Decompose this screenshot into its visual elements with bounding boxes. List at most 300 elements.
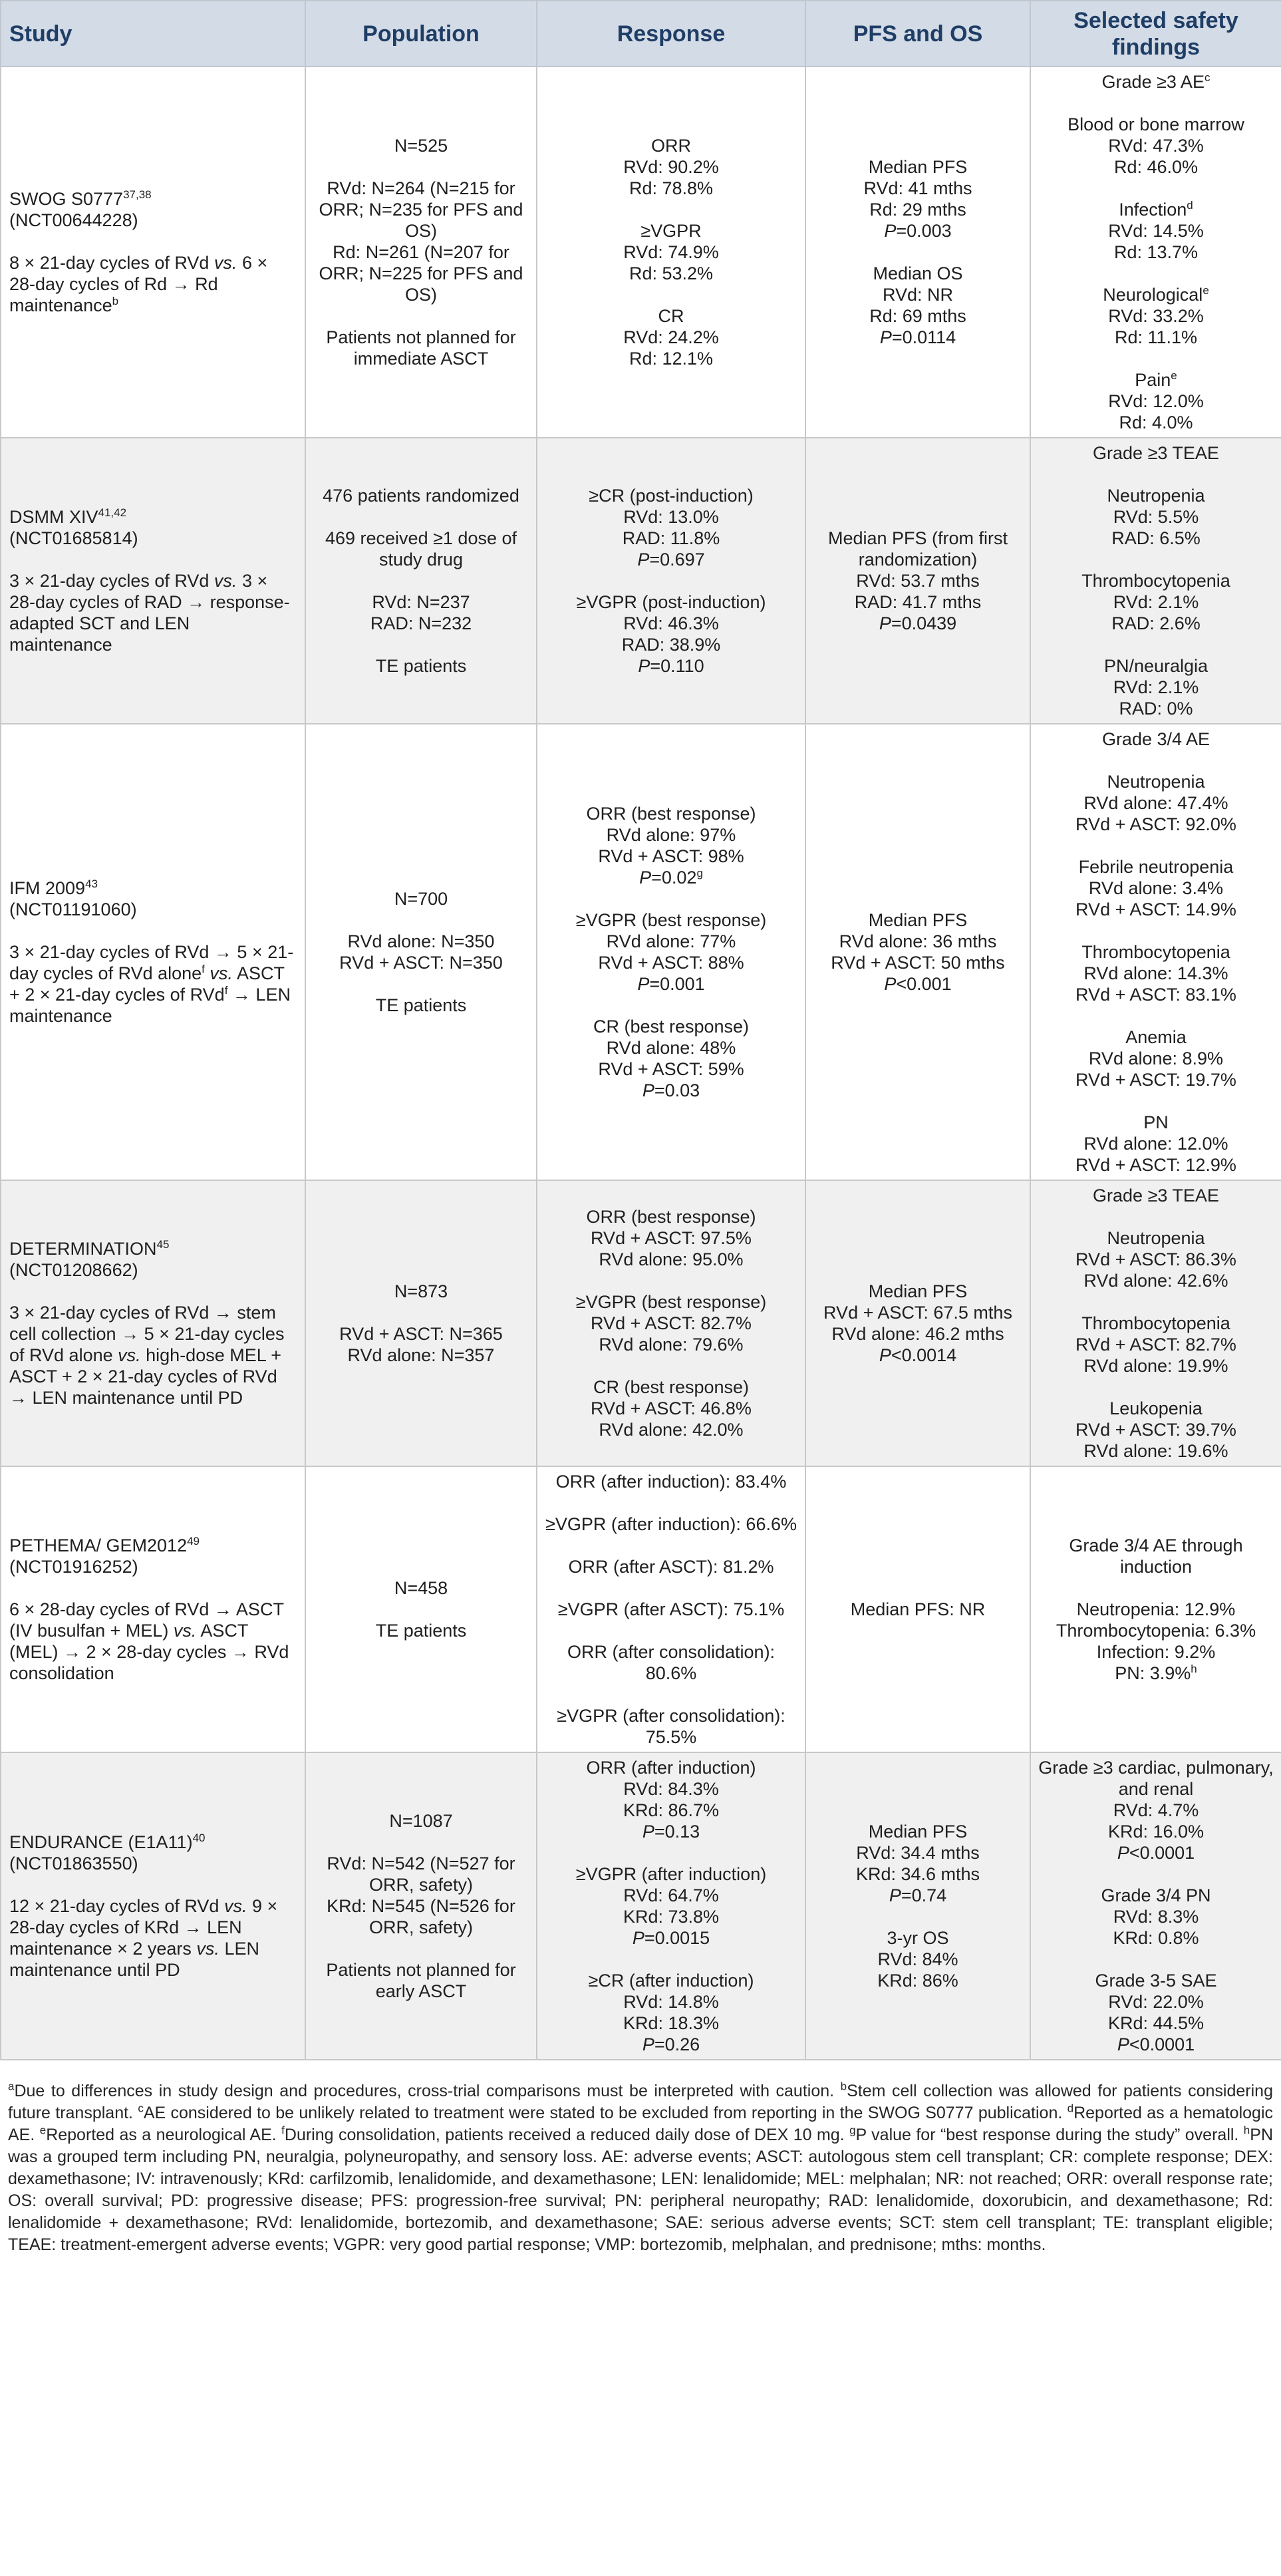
pfs-os-line: Median PFS (from first randomization) xyxy=(827,528,1008,569)
safety-cell xyxy=(1030,1752,1281,2060)
safety-line: Rd: 13.7% xyxy=(1113,242,1199,262)
safety-line: Neutropenia xyxy=(1107,1228,1205,1248)
safety-line: RVd + ASCT: 12.9% xyxy=(1075,1155,1236,1175)
study-design: 8 × 21-day cycles of RVd vs. 6 × 28-day cycles of Rd → Rd maintenance$^b$ xyxy=(9,253,268,315)
safety-line: RVd alone: 42.6% xyxy=(1083,1271,1228,1291)
population-group xyxy=(311,327,531,369)
safety-line: RVd: 33.2% xyxy=(1108,306,1204,326)
study-name: ENDURANCE $(E1A11)^{40}$ xyxy=(9,1832,206,1852)
study-nct: (NCT01208662) xyxy=(9,1260,138,1280)
study-nct: (NCT01916252) xyxy=(9,1557,138,1577)
safety-line: RVd alone: 14.3% xyxy=(1083,963,1228,983)
safety-group xyxy=(1036,1970,1276,2055)
response-group xyxy=(543,220,799,284)
pfs-os-group xyxy=(811,263,1024,348)
safety-line: Rd: 11.1% xyxy=(1114,327,1198,347)
response-line: CR (best response) xyxy=(593,1377,750,1397)
response-cell xyxy=(537,1752,805,2060)
response-line: KRd: 86.7% xyxy=(623,1800,720,1820)
safety-line: RVd alone: 19.9% xyxy=(1083,1356,1228,1376)
safety-line: Neutropenia xyxy=(1107,486,1205,506)
response-group xyxy=(543,1599,799,1620)
response-line: RVd: 46.3% xyxy=(623,613,719,633)
safety-group xyxy=(1036,655,1276,719)
safety-line: RVd: 22.0% xyxy=(1108,1992,1204,2012)
response-line: RVd alone: 48% xyxy=(606,1038,736,1058)
safety-line: Grade ≥3 $AE^c$ xyxy=(1101,71,1210,92)
footnote-text: $^a$Due to differences in study design and procedures, cross-trial comparisons must be interpreted with caution. $^b$Stem cell collection was allowed for patients considering future transplant. $^c$AE considered to be unlikely related to treatment were stated to be excluded from reporting in the SWOG S0777 publication. $^d$Reported as a hematologic AE. $^e$Reported as a neurological AE. $^f$During consolidation, patients received a reduced daily dose of DEX 10 mg. $^g$P value for “best response during the study” overall. $^h$PN was a grouped term including PN, neuralgia, polyneuropathy, and sensory loss. AE: adverse events; ASCT: autologous stem cell transplant; CR: complete response; DEX: dexamethasone; IV: intravenously; KRd: carfilzomib, lenalidomide, and dexamethasone; LEN: lenalidomide; MEL: melphalan; NR: not reached; ORR: overall response rate; OS: overall survival; PD: progressive disease; PFS: progression-free survival; PN: peripheral neuropathy; RAD: lenalidomide, doxorubicin, and dexamethasone; Rd: lenalidomide + dexamethasone; RVd: lenalidomide, bortezomib, and dexamethasone; SAE: serious adverse events; SCT: stem cell transplant; TE: transplant eligible; TEAE: treatment-emergent adverse events; VGPR: very good partial response; VMP: bortezomib, melphalan, and prednisone; mths: months. xyxy=(8,2080,1274,2254)
safety-line: Blood or bone marrow xyxy=(1068,114,1244,134)
safety-group xyxy=(1036,442,1276,464)
response-line: RVd: 24.2% xyxy=(623,327,719,347)
pfs-os-group xyxy=(811,528,1024,634)
response-line: CR (best response) xyxy=(593,1017,750,1037)
pfs-os-line: RVd + ASCT: 67.5 mths xyxy=(823,1303,1012,1323)
study-name: PETHEMA/ GEM2012$^{49}$ xyxy=(9,1535,200,1555)
study-cell xyxy=(1,1752,305,2060)
study-cell xyxy=(1,438,305,724)
population-line: RVd alone: N=350 xyxy=(347,931,495,951)
safety-line: Anemia xyxy=(1125,1027,1187,1047)
safety-group xyxy=(1036,485,1276,549)
study-ref: 41,42 xyxy=(98,506,127,519)
population-line: Patients not planned for immediate ASCT xyxy=(326,327,516,369)
population-line: TE patients xyxy=(375,995,467,1015)
study-name: DSMM XIV$^{41,42}$ xyxy=(9,506,127,527)
pfs-os-group xyxy=(811,156,1024,242)
response-line: ORR (best response) xyxy=(586,804,756,824)
response-line: KRd: 18.3% xyxy=(623,2013,720,2033)
safety-group xyxy=(1036,199,1276,263)
population-cell xyxy=(305,1180,537,1466)
safety-line: Rd: 46.0% xyxy=(1113,157,1199,177)
response-line: Rd: 78.8% xyxy=(629,178,714,198)
response-group xyxy=(543,305,799,369)
pfs-os-cell xyxy=(805,1180,1030,1466)
pfs-os-line: Median PFS xyxy=(868,910,968,930)
population-group xyxy=(311,178,531,305)
safety-line: RVd + ASCT: 39.7% xyxy=(1075,1420,1236,1440)
safety-line: PN/neuralgia xyxy=(1103,656,1209,676)
response-line: ORR (after ASCT): 81.2% xyxy=(568,1557,774,1577)
pfs-os-group xyxy=(811,1927,1024,1991)
response-group xyxy=(543,135,799,199)
response-line: RAD: 11.8% xyxy=(622,528,720,548)
safety-group xyxy=(1036,728,1276,750)
population-line: N=458 xyxy=(394,1578,448,1598)
response-line: RVd + ASCT: 59% xyxy=(598,1059,744,1079)
population-group xyxy=(311,1959,531,2002)
response-line: ≥VGPR xyxy=(640,221,702,241)
study-ref: 43 xyxy=(85,878,98,890)
study-design: 3 × 21-day cycles of RVd vs. 3 × 28-day cycles of RAD → response-adapted SCT and LEN maintenance xyxy=(9,571,290,655)
population-line: N=700 xyxy=(394,889,448,909)
response-group xyxy=(543,1970,799,2055)
response-line: Rd: 12.1% xyxy=(629,349,714,369)
safety-line: RVd + ASCT: 19.7% xyxy=(1075,1070,1236,1090)
safety-group xyxy=(1036,941,1276,1005)
safety-line: P<0.0001 xyxy=(1117,1843,1195,1863)
response-line: ORR xyxy=(651,136,691,156)
response-line: ORR (best response) xyxy=(586,1207,756,1227)
response-cell xyxy=(537,724,805,1180)
study-cell xyxy=(1,67,305,438)
population-cell xyxy=(305,67,537,438)
response-line: RVd alone: 42.0% xyxy=(599,1420,744,1440)
safety-line: RVd alone: 8.9% xyxy=(1088,1048,1224,1068)
response-group xyxy=(543,1556,799,1577)
footnotes xyxy=(0,2060,1281,2256)
safety-line: Grade ≥3 TEAE xyxy=(1093,1186,1219,1206)
safety-line: Grade 3/4 AE through induction xyxy=(1069,1535,1243,1577)
response-line: P=0.0015 xyxy=(632,1928,710,1948)
response-line: Rd: 53.2% xyxy=(629,263,714,283)
safety-line: KRd: 16.0% xyxy=(1107,1822,1205,1842)
population-line: RAD: N=232 xyxy=(370,613,472,633)
response-line: ≥CR (post-induction) xyxy=(589,486,754,506)
safety-line: Infection$^d$ xyxy=(1119,199,1193,220)
pfs-os-cell xyxy=(805,724,1030,1180)
response-line: RVd + ASCT: 97.5% xyxy=(591,1228,752,1248)
safety-group xyxy=(1036,114,1276,178)
pfs-os-line: 3-yr OS xyxy=(887,1928,949,1948)
response-line: ≥VGPR (after induction): 66.6% xyxy=(545,1514,797,1534)
safety-cell xyxy=(1030,1180,1281,1466)
pfs-os-line: RVd alone: 46.2 mths xyxy=(831,1324,1004,1344)
safety-line: Grade 3-5 SAE xyxy=(1095,1971,1217,1991)
population-group xyxy=(311,888,531,909)
response-group xyxy=(543,909,799,995)
population-cell xyxy=(305,1466,537,1752)
safety-group xyxy=(1036,1535,1276,1577)
safety-group xyxy=(1036,71,1276,92)
table-row xyxy=(1,1180,1281,1466)
header-study: Study xyxy=(1,1,305,67)
response-line: RVd + ASCT: 98% xyxy=(598,846,744,866)
safety-line: Infection: 9.2% xyxy=(1096,1642,1216,1662)
safety-group xyxy=(1036,1313,1276,1376)
pfs-os-line: RVd: 84% xyxy=(877,1949,958,1969)
pfs-os-line: P=0.74 xyxy=(889,1885,947,1905)
population-line: TE patients xyxy=(375,656,467,676)
table-row xyxy=(1,724,1281,1180)
safety-line: RVd + ASCT: 86.3% xyxy=(1075,1249,1236,1269)
study-ref: 40 xyxy=(192,1832,206,1844)
safety-group xyxy=(1036,856,1276,920)
pfs-os-cell xyxy=(805,1752,1030,2060)
response-line: KRd: 73.8% xyxy=(623,1907,720,1927)
population-cell xyxy=(305,1752,537,2060)
safety-line: Febrile neutropenia xyxy=(1078,857,1234,877)
pfs-os-group xyxy=(811,1281,1024,1366)
response-line: RVd + ASCT: 88% xyxy=(598,953,744,973)
response-line: RVd: 13.0% xyxy=(623,507,719,527)
response-group xyxy=(543,1376,799,1440)
pfs-os-line: Median PFS xyxy=(868,1822,968,1842)
safety-line: KRd: 44.5% xyxy=(1107,2013,1205,2033)
response-group xyxy=(543,803,799,888)
population-group xyxy=(311,1577,531,1599)
response-line: ≥VGPR (after ASCT): 75.1% xyxy=(557,1599,785,1619)
safety-group xyxy=(1036,1599,1276,1684)
population-group xyxy=(311,1323,531,1366)
safety-line: Rd: 4.0% xyxy=(1119,412,1193,432)
safety-line: Grade 3/4 PN xyxy=(1101,1885,1211,1905)
safety-line: Thrombocytopenia: 6.3% xyxy=(1056,1621,1256,1641)
population-line: N=873 xyxy=(394,1281,448,1301)
response-group xyxy=(543,1641,799,1684)
safety-cell xyxy=(1030,438,1281,724)
pfs-os-line: P=0.003 xyxy=(884,221,952,241)
population-line: RVd + ASCT: N=365 xyxy=(339,1324,503,1344)
safety-line: RAD: 6.5% xyxy=(1111,528,1201,548)
safety-line: PN xyxy=(1143,1112,1169,1132)
response-line: RVd alone: 97% xyxy=(606,825,736,845)
population-line: Rd: N=261 (N=207 for ORR; N=225 for PFS and OS) xyxy=(319,242,523,305)
population-group xyxy=(311,485,531,506)
response-line: RVd: 84.3% xyxy=(623,1779,719,1799)
population-line: RVd: N=542 (N=527 for ORR, safety) xyxy=(327,1853,515,1895)
study-name: SWOG S0777$^{37,38}$ xyxy=(9,188,152,209)
response-line: ≥VGPR (best response) xyxy=(575,910,767,930)
pfs-os-line: RVd: 41 mths xyxy=(863,178,972,198)
study-cell xyxy=(1,1180,305,1466)
response-line: ≥VGPR (post-induction) xyxy=(576,592,766,612)
population-group xyxy=(311,135,531,156)
safety-line: Pain$^e$ xyxy=(1135,369,1177,390)
response-cell xyxy=(537,1180,805,1466)
table-row xyxy=(1,1466,1281,1752)
response-group xyxy=(543,1863,799,1949)
header-pfs-os: PFS and OS xyxy=(805,1,1030,67)
safety-group xyxy=(1036,1885,1276,1949)
safety-cell xyxy=(1030,67,1281,438)
pfs-os-line: RVd: 53.7 mths xyxy=(856,571,980,591)
population-group xyxy=(311,931,531,973)
header-response: Response xyxy=(537,1,805,67)
response-line: ≥VGPR (after consolidation): 75.5% xyxy=(557,1706,785,1747)
safety-line: RVd: 47.3% xyxy=(1108,136,1204,156)
response-line: RVd: 74.9% xyxy=(623,242,719,262)
response-line: P=0.03 xyxy=(642,1080,700,1100)
pfs-os-line: RVd: NR xyxy=(882,285,954,305)
response-line: P=0.001 xyxy=(637,974,705,994)
pfs-os-line: RVd: 34.4 mths xyxy=(856,1843,980,1863)
study-cell xyxy=(1,724,305,1180)
population-line: TE patients xyxy=(375,1621,467,1641)
pfs-os-group xyxy=(811,1821,1024,1906)
study-name: IFM 2009$^{43}$ xyxy=(9,878,98,898)
safety-line: PN: 3.9%$^h$ xyxy=(1115,1663,1197,1683)
study-nct: (NCT01863550) xyxy=(9,1853,138,1873)
pfs-os-line: RVd alone: 36 mths xyxy=(839,931,997,951)
response-group xyxy=(543,1757,799,1842)
population-group xyxy=(311,1620,531,1641)
pfs-os-line: Median PFS xyxy=(868,1281,968,1301)
study-ref: 45 xyxy=(156,1238,170,1251)
safety-line: Thrombocytopenia xyxy=(1081,942,1230,962)
response-line: RVd + ASCT: 46.8% xyxy=(591,1398,752,1418)
population-line: N=525 xyxy=(394,136,448,156)
study-cell xyxy=(1,1466,305,1752)
safety-group xyxy=(1036,1227,1276,1291)
response-cell xyxy=(537,1466,805,1752)
safety-line: KRd: 0.8% xyxy=(1113,1928,1199,1948)
pfs-os-line: Median OS xyxy=(873,263,963,283)
pfs-os-cell xyxy=(805,67,1030,438)
header-row xyxy=(1,1,1281,67)
safety-group xyxy=(1036,1398,1276,1462)
safety-line: Grade ≥3 cardiac, pulmonary, and renal xyxy=(1038,1758,1274,1799)
safety-group xyxy=(1036,771,1276,835)
response-group xyxy=(543,591,799,677)
safety-line: RVd alone: 19.6% xyxy=(1083,1441,1228,1461)
safety-line: RVd: 8.3% xyxy=(1113,1907,1199,1927)
response-line: RVd: 14.8% xyxy=(623,1992,719,2012)
population-line: RVd + ASCT: N=350 xyxy=(339,953,503,973)
population-line: 469 received ≥1 dose of study drug xyxy=(325,528,517,569)
pfs-os-line: KRd: 86% xyxy=(877,1971,958,1991)
response-line: RVd: 64.7% xyxy=(623,1885,719,1905)
response-group xyxy=(543,1471,799,1492)
safety-line: RVd + ASCT: 92.0% xyxy=(1075,814,1236,834)
response-line: ≥VGPR (best response) xyxy=(575,1292,767,1312)
response-line: P=0.110 xyxy=(638,656,704,676)
table-row xyxy=(1,1752,1281,2060)
population-group xyxy=(311,995,531,1016)
study-nct: (NCT00644228) xyxy=(9,210,138,230)
response-line: ORR (after induction): 83.4% xyxy=(555,1472,787,1492)
safety-line: RVd: 5.5% xyxy=(1113,507,1199,527)
study-ref: 49 xyxy=(187,1535,200,1547)
study-name: DETERMINATION$^{45}$ xyxy=(9,1238,170,1259)
safety-line: Thrombocytopenia xyxy=(1081,1313,1230,1333)
safety-group xyxy=(1036,570,1276,634)
population-line: Patients not planned for early ASCT xyxy=(326,1960,516,2001)
response-line: ORR (after consolidation): 80.6% xyxy=(567,1642,776,1683)
pfs-os-line: RAD: 41.7 mths xyxy=(854,592,982,612)
population-line: KRd: N=545 (N=526 for ORR, safety) xyxy=(327,1896,515,1937)
pfs-os-cell xyxy=(805,1466,1030,1752)
safety-group xyxy=(1036,1757,1276,1863)
response-line: RVd + ASCT: 82.7% xyxy=(591,1313,752,1333)
safety-cell xyxy=(1030,1466,1281,1752)
safety-line: RVd: 2.1% xyxy=(1113,677,1199,697)
study-ref: 37,38 xyxy=(123,188,152,201)
population-cell xyxy=(305,724,537,1180)
safety-line: Grade ≥3 TEAE xyxy=(1093,443,1219,463)
response-group xyxy=(543,1514,799,1535)
pfs-os-line: Rd: 29 mths xyxy=(869,200,966,220)
safety-group xyxy=(1036,1112,1276,1176)
response-line: RVd alone: 77% xyxy=(606,931,736,951)
response-group xyxy=(543,485,799,570)
pfs-os-group xyxy=(811,909,1024,995)
safety-cell xyxy=(1030,724,1281,1180)
population-line: RVd: N=264 (N=215 for ORR; N=235 for PFS and OS) xyxy=(319,178,523,241)
pfs-os-line: P<0.0014 xyxy=(879,1345,957,1365)
response-group xyxy=(543,1291,799,1355)
response-line: P=0.26 xyxy=(642,2034,700,2054)
population-group xyxy=(311,1281,531,1302)
response-line: ORR (after induction) xyxy=(586,1758,756,1778)
pfs-os-line: P=0.0439 xyxy=(879,613,957,633)
pfs-os-line: Median PFS xyxy=(868,157,968,177)
study-nct: (NCT01685814) xyxy=(9,528,138,548)
pfs-os-group xyxy=(811,1599,1024,1620)
safety-line: RVd: 2.1% xyxy=(1113,592,1199,612)
population-line: N=1087 xyxy=(389,1811,453,1831)
response-line: RVd: 90.2% xyxy=(623,157,719,177)
population-line: RVd alone: N=357 xyxy=(347,1345,495,1365)
safety-line: RVd + ASCT: 14.9% xyxy=(1075,899,1236,919)
response-line: CR xyxy=(658,306,684,326)
pfs-os-line: P=0.0114 xyxy=(879,327,956,347)
population-line: RVd: N=237 xyxy=(372,592,470,612)
safety-group xyxy=(1036,1185,1276,1206)
safety-line: RVd: 14.5% xyxy=(1108,221,1204,241)
safety-line: RAD: 2.6% xyxy=(1111,613,1201,633)
safety-line: Neutropenia: 12.9% xyxy=(1076,1599,1236,1619)
response-line: RAD: 38.9% xyxy=(621,635,721,655)
population-group xyxy=(311,591,531,634)
response-group xyxy=(543,1705,799,1748)
safety-line: Grade 3/4 AE xyxy=(1101,729,1210,749)
pfs-os-line: Rd: 69 mths xyxy=(869,306,966,326)
study-design: 12 × 21-day cycles of RVd vs. 9 × 28-day cycles of KRd → LEN maintenance × 2 years vs. LEN maintenance until PD xyxy=(9,1896,278,1980)
safety-line: RVd alone: 47.4% xyxy=(1083,793,1228,813)
response-line: ≥CR (after induction) xyxy=(588,1971,754,1991)
safety-line: Leukopenia xyxy=(1109,1398,1203,1418)
header-safety: Selected safety findings xyxy=(1030,1,1281,67)
population-group xyxy=(311,528,531,570)
study-nct: (NCT01191060) xyxy=(9,899,137,919)
study-design: 3 × 21-day cycles of RVd → stem cell collection → 5 × 21-day cycles of RVd alone vs. high-dose MEL + ASCT + 2 × 21-day cycles of RVd → LEN maintenance until PD xyxy=(9,1303,285,1408)
response-group xyxy=(543,1206,799,1270)
population-line: 476 patients randomized xyxy=(323,486,519,506)
study-design: 6 × 28-day cycles of RVd → ASCT (IV busulfan + MEL) vs. ASCT (MEL) → 2 × 28-day cycles → RVd consolidation xyxy=(9,1599,289,1683)
population-group xyxy=(311,1810,531,1832)
response-group xyxy=(543,1016,799,1101)
safety-line: RVd: 4.7% xyxy=(1113,1800,1199,1820)
safety-group xyxy=(1036,1027,1276,1090)
safety-line: RAD: 0% xyxy=(1119,699,1193,719)
header-population: Population xyxy=(305,1,537,67)
population-cell xyxy=(305,438,537,724)
safety-group xyxy=(1036,369,1276,433)
study-design: 3 × 21-day cycles of RVd → 5 × 21-day cycles of RVd alone$^f$ vs. ASCT + 2 × 21-day cycles of RVd$^f$ → LEN maintenance xyxy=(9,942,294,1026)
response-line: P=0.02$^g$ xyxy=(639,867,703,887)
response-line: ≥VGPR (after induction) xyxy=(575,1864,767,1884)
safety-line: RVd alone: 12.0% xyxy=(1083,1134,1228,1154)
population-group xyxy=(311,1853,531,1938)
response-line: P=0.13 xyxy=(642,1822,700,1842)
safety-line: P<0.0001 xyxy=(1117,2034,1195,2054)
response-cell xyxy=(537,67,805,438)
pfs-os-line: P<0.001 xyxy=(884,974,952,994)
table-row xyxy=(1,67,1281,438)
safety-line: RVd: 12.0% xyxy=(1108,391,1204,411)
safety-line: RVd + ASCT: 83.1% xyxy=(1075,985,1236,1005)
safety-line: RVd alone: 3.4% xyxy=(1088,878,1224,898)
safety-line: Neutropenia xyxy=(1107,772,1205,792)
safety-group xyxy=(1036,284,1276,348)
response-line: RVd alone: 79.6% xyxy=(599,1335,744,1355)
response-cell xyxy=(537,438,805,724)
safety-line: Neurological$^e$ xyxy=(1103,284,1209,305)
population-group xyxy=(311,655,531,677)
pfs-os-line: Median PFS: NR xyxy=(850,1599,986,1619)
